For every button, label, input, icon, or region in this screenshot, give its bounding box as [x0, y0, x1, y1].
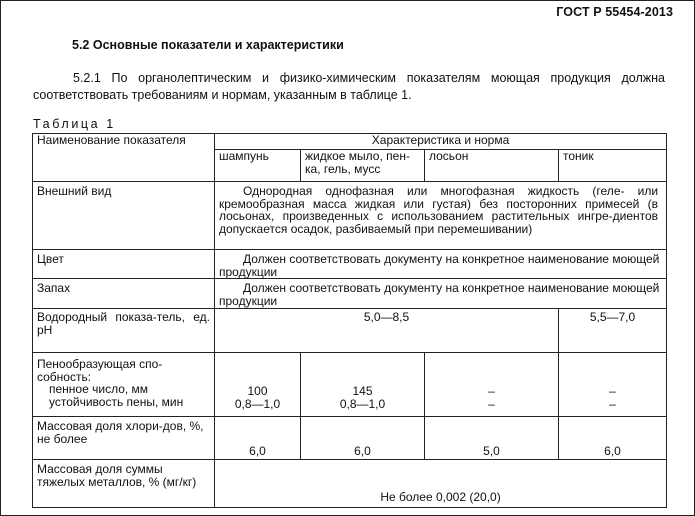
row-value-color: Должен соответствовать документу на конкретное наименование моющей продукции [215, 250, 667, 279]
chloride-shampoo: 6,0 [215, 417, 301, 460]
row-name-metals: Массовая доля суммы тяжелых металлов, % (мг/кг) [33, 460, 215, 508]
foam-number-label: пенное число, мм [49, 382, 149, 396]
header-name-column: Наименование показателя [33, 134, 215, 182]
table-header-row [33, 134, 667, 150]
table-row [33, 182, 667, 250]
body-paragraph: 5.2.1 По органолептическим и физико-химическим показателям моющая продукция должна соответствовать требованиям и нормам, указанным в таблице 1. [33, 71, 665, 102]
chloride-lotion: 5,0 [425, 417, 559, 460]
row-name-appearance: Внешний вид [33, 182, 215, 250]
row-value-smell: Должен соответствовать документу на конкретное наименование моющей продукции [215, 279, 667, 309]
foam-shampoo-number: 100 [247, 384, 268, 398]
foam-soap-number: 145 [352, 384, 373, 398]
characteristics-table [32, 133, 667, 508]
foam-soap-stability: 0,8—1,0 [339, 397, 386, 411]
header-shampoo: шампунь [215, 150, 301, 182]
foam-stability-label: устойчивость пены, мин [49, 394, 184, 409]
table-row [33, 250, 667, 279]
row-name-foam [33, 353, 215, 417]
foam-toner-stability: – [609, 397, 616, 411]
table-row [33, 460, 667, 508]
row-name-ph: Водородный показа-тель, ед. pH [33, 309, 215, 353]
foam-soap [301, 353, 425, 417]
header-toner: тоник [559, 150, 667, 182]
foam-title: Пенообразующая спо-собность: [37, 357, 163, 384]
foam-shampoo-stability: 0,8—1,0 [234, 397, 281, 411]
row-name-chloride: Массовая доля хлори-дов, %, не более [33, 417, 215, 460]
chloride-toner: 6,0 [559, 417, 667, 460]
table-row [33, 309, 667, 353]
row-name-smell: Запах [33, 279, 215, 309]
section-title: 5.2 Основные показатели и характеристики [72, 38, 344, 52]
table-row [33, 353, 667, 417]
foam-lotion-stability: – [488, 397, 495, 411]
standard-number: ГОСТ Р 55454-2013 [556, 5, 673, 19]
foam-toner-number: – [609, 384, 616, 398]
row-value-ph-main: 5,0—8,5 [215, 309, 559, 353]
foam-lotion [425, 353, 559, 417]
table-row [33, 417, 667, 460]
metals-value: Не более 0,002 (20,0) [215, 460, 667, 508]
row-value-ph-toner: 5,5—7,0 [559, 309, 667, 353]
table-caption: Таблица 1 [33, 117, 116, 131]
header-lotion: лосьон [425, 150, 559, 182]
foam-shampoo [215, 353, 301, 417]
foam-lotion-number: – [488, 384, 495, 398]
table-row [33, 279, 667, 309]
row-name-color: Цвет [33, 250, 215, 279]
chloride-soap: 6,0 [301, 417, 425, 460]
header-liquid-soap: жидкое мыло, пен-ка, гель, мусс [301, 150, 425, 182]
header-group: Характеристика и норма [215, 134, 667, 150]
foam-toner [559, 353, 667, 417]
row-value-appearance: Однородная однофазная или многофазная жидкость (геле- или кремообразная масса жидкая или густая) без посторонних примесей (в лосьонах, произведенных с использованием растительных ингре-диентов допускается осадок, разбиваемый при перемешивании) [215, 182, 667, 250]
